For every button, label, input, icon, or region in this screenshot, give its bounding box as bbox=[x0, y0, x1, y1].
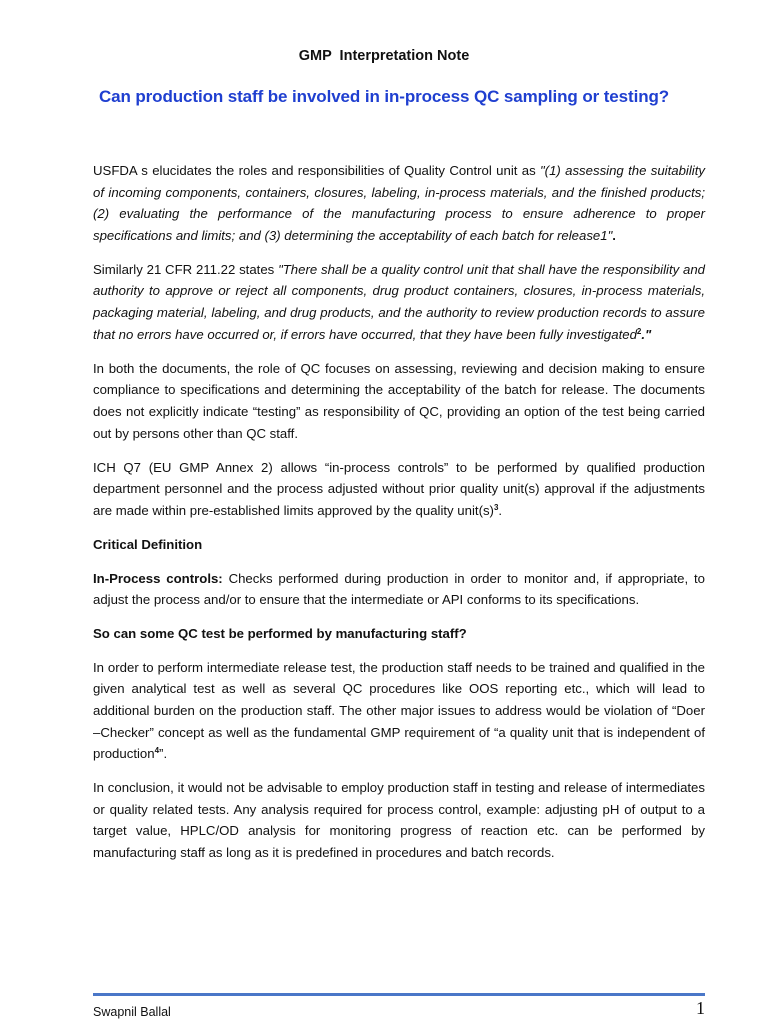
paragraph-cfr bbox=[93, 259, 705, 345]
paragraph-in-process-controls bbox=[93, 568, 705, 611]
section-heading-question: So can some QC test be performed by manufacturing staff? bbox=[93, 626, 467, 642]
paragraph-end: ." bbox=[641, 326, 652, 342]
definition-text: Checks performed during production in order to monitor and, if appropriate, to adjust the process and/or to ensure that the intermediate or API conforms to its specifications. bbox=[93, 570, 706, 608]
quote-text: "(1) assessing the suitability of incoming components, containers, closures, labeling, in-process materials, and the finished products; (2) evaluating the performance of the manufacturing process to ensure adherence to proper specifications and limits; and (3) determining the acceptability of each batch for release1" bbox=[93, 163, 705, 243]
paragraph-lead: Similarly 21 CFR 211.22 states bbox=[93, 261, 279, 277]
footnote-ref: 4 bbox=[154, 746, 160, 756]
paragraph-production-staff bbox=[93, 657, 705, 765]
document-body bbox=[93, 160, 705, 876]
paragraph-text: ICH Q7 (EU GMP Annex 2) allows “in-process controls” to be performed by qualified production department personnel and the process adjusted without prior quality unit(s) approval if the adjustments are made within pre-established limits approved by the quality unit(s) bbox=[93, 459, 705, 518]
page-title: Can production staff be involved in in-process QC sampling or testing? bbox=[98, 87, 670, 106]
paragraph-end: . bbox=[498, 502, 503, 518]
paragraph-qc-role: In both the documents, the role of QC focuses on assessing, reviewing and decision making to ensure compliance to specifications and determining the acceptability of the batch for release. The documents does not explicitly indicate “testing” as responsibility of QC, providing an option of the test being carried out by persons other than QC staff. bbox=[93, 360, 705, 441]
paragraph-end: ”. bbox=[159, 746, 168, 762]
paragraph-text: In order to perform intermediate release test, the production staff needs to be trained and qualified in the given analytical test as well as several QC procedures like OOS reporting etc., which will lead to additional burden on the production staff. The other major issues to address would be violation of “Doer –Checker” concept as well as the fundamental GMP requirement of “a quality unit that is independent of production bbox=[93, 659, 705, 762]
paragraph-end: . bbox=[612, 227, 616, 243]
definition-term: In-Process controls: bbox=[93, 570, 223, 586]
footer-divider bbox=[93, 993, 705, 996]
footnote-ref: 2 bbox=[636, 326, 642, 336]
footnote-ref: 3 bbox=[493, 502, 499, 512]
paragraph-lead: USFDA s elucidates the roles and responsibilities of Quality Control unit as bbox=[93, 163, 540, 178]
section-heading-critical-definition: Critical Definition bbox=[93, 536, 203, 552]
paragraph-usfda bbox=[93, 160, 705, 246]
paragraph-ich-q7 bbox=[93, 457, 705, 522]
quote-text: "There shall be a quality control unit that shall have the responsibility and authority to approve or reject all components, drug product containers, closures, in-process materials, packaging material, labeling, and drug products, and the authority to review production records to assure that no errors have occurred or, if errors have occurred, that they have been fully investigated bbox=[93, 261, 705, 342]
footer-author: Swapnil Ballal bbox=[93, 1005, 171, 1019]
paragraph-conclusion: In conclusion, it would not be advisable to employ production staff in testing and release of intermediates or quality related tests. Any analysis required for process control, example: adjusting pH of output to a target value, HPLC/OD analysis for monitoring progress of reaction etc. can be performed by manufacturing staff as long as it is predefined in procedures and batch records. bbox=[93, 780, 705, 861]
page-number: 1 bbox=[696, 998, 705, 1018]
document-label: GMP Interpretation Note bbox=[298, 48, 470, 64]
